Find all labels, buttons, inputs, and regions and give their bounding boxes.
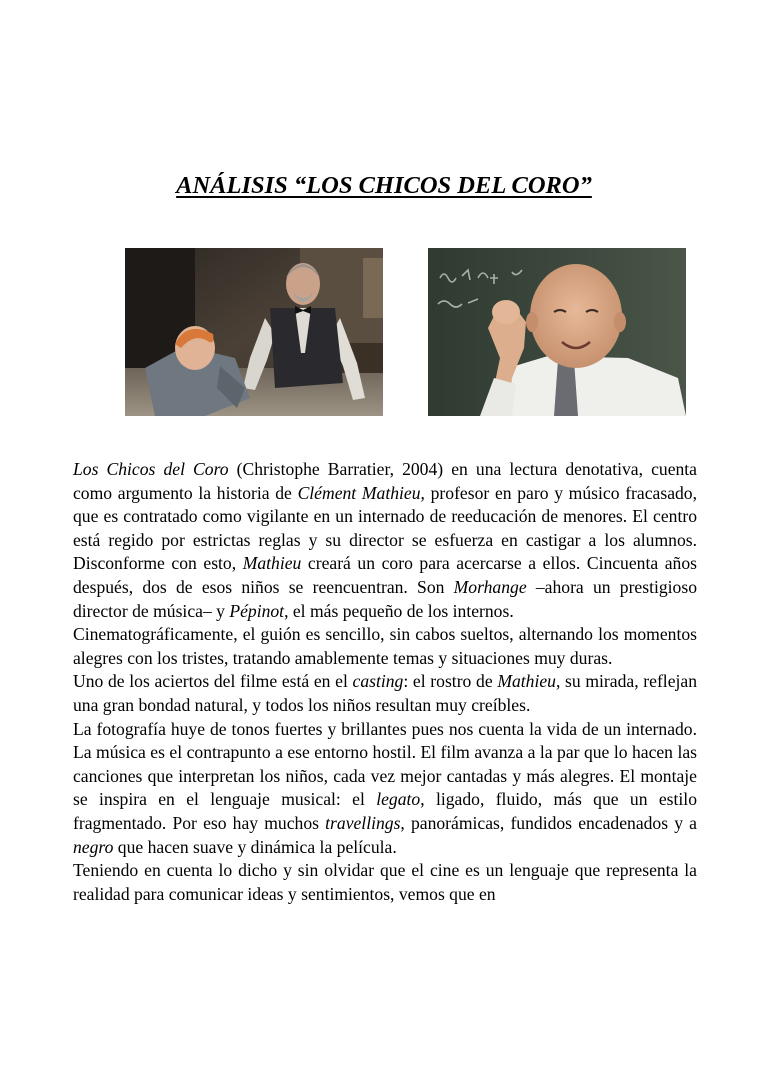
text-run: –ahora un prestigioso director de música– y	[73, 576, 697, 621]
text-run: , su mirada, reflejan una gran bondad natural, y todos los niños resultan muy creíbles.	[73, 671, 697, 715]
text-run: , ligado, fluido, más que un estilo fragmentado. Por eso hay muchos	[73, 789, 697, 833]
italic-term: Mathieu	[242, 553, 302, 574]
body-paragraph	[73, 718, 697, 860]
document-title: ANÁLISIS “LOS CHICOS DEL CORO”	[176, 172, 592, 199]
italic-term: travellings	[325, 812, 401, 833]
text-run: que hacen suave y dinámica la película.	[113, 836, 397, 857]
text-run: : el rostro de	[403, 671, 498, 692]
text-run: Uno de los aciertos del filme está en el	[73, 671, 353, 692]
body-paragraph	[73, 458, 697, 623]
text-run: creará un coro para acercarse a ellos. Cincuenta años después, dos de esos niños se reencuentran. Son	[73, 553, 697, 597]
body-paragraph	[73, 859, 697, 906]
text-run: , profesor en paro y músico fracasado, que es contratado como vigilante en un internado de reeducación de menores. El centro está regido por estrictas reglas y su director se esfuerza en castigar a los alumnos. Disconforme con esto,	[73, 482, 697, 574]
text-run: (Christophe Barratier, 2004) en una lectura denotativa, cuenta como argumento la historia de	[73, 459, 697, 503]
scene-mathieu-portrait-image	[428, 248, 686, 416]
body-paragraph	[73, 670, 697, 717]
italic-term: Mathieu	[497, 671, 556, 692]
italic-term: legato	[376, 789, 421, 810]
text-run: , el más pequeño de los internos.	[284, 600, 514, 621]
scene-teacher-and-boy-image	[125, 248, 383, 416]
text-run: Teniendo en cuenta lo dicho y sin olvidar que el cine es un lenguaje que representa la realidad para comunicar ideas y sentimientos, vemos que en	[73, 860, 697, 904]
text-run: La fotografía huye de tonos fuertes y brillantes pues nos cuenta la vida de un internado. La música es el contrapunto a ese entorno hostil. El film avanza a la par que lo hacen las canciones que interpretan los niños, cada vez mejor cantadas y más alegres. El montaje se inspira en el lenguaje musical: el	[73, 718, 697, 810]
text-run: , panorámicas, fundidos encadenados y a	[400, 812, 697, 833]
italic-term: Morhange	[453, 576, 527, 597]
italic-term: Clément Mathieu	[297, 482, 421, 503]
italic-term: negro	[73, 836, 114, 857]
italic-term: Pépinot	[229, 600, 285, 621]
italic-term: casting	[352, 671, 404, 692]
italic-term: Los Chicos del Coro	[73, 459, 229, 479]
text-run: Cinematográficamente, el guión es sencillo, sin cabos sueltos, alternando los momentos alegres con los tristes, tratando amablemente temas y situaciones muy duras.	[73, 624, 697, 668]
body-text	[73, 458, 697, 906]
body-paragraph	[73, 623, 697, 670]
